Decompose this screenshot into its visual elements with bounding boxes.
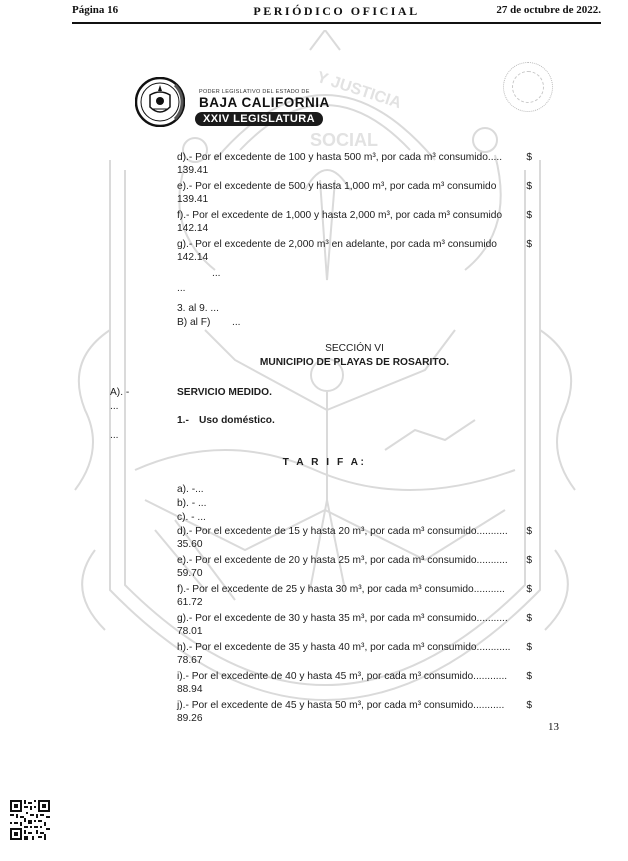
tariff-item bbox=[177, 238, 532, 264]
tariff-item-text: g).- Por el excedente de 30 y hasta 35 m³, por cada m³ consumido........... bbox=[177, 613, 508, 624]
header-rule bbox=[72, 22, 601, 24]
currency-symbol: $ bbox=[526, 210, 532, 221]
tariff-item bbox=[177, 554, 532, 580]
logo-subtitle: PODER LEGISLATIVO DEL ESTADO DE bbox=[199, 89, 310, 95]
currency-symbol: $ bbox=[526, 152, 532, 163]
tariff-item bbox=[177, 180, 532, 206]
range-3-9: 3. al 9. ... bbox=[177, 303, 219, 314]
tariff-value: 78.67 bbox=[177, 655, 203, 666]
currency-symbol: $ bbox=[526, 526, 532, 537]
tariff-item bbox=[177, 699, 532, 725]
publication-title: PERIÓDICO OFICIAL bbox=[253, 4, 420, 18]
service-heading: SERVICIO MEDIDO. bbox=[177, 387, 272, 398]
tariff-item-short: b). - ... bbox=[177, 498, 207, 509]
currency-symbol: $ bbox=[526, 700, 532, 711]
tariff-item-text: i).- Por el excedente de 40 y hasta 45 m³, por cada m³ consumido............ bbox=[177, 671, 508, 682]
tariff-value: 59.70 bbox=[177, 568, 203, 579]
official-seal-stamp bbox=[503, 62, 553, 112]
tariff-value: 139.41 bbox=[177, 194, 209, 205]
tariff-item bbox=[177, 583, 532, 609]
tariff-item-text: f).- Por el excedente de 1,000 y hasta 2,000 m³, por cada m³ consumido bbox=[177, 210, 503, 221]
tariff-item bbox=[177, 670, 532, 696]
logo-state-name: BAJA CALIFORNIA bbox=[199, 95, 330, 110]
tariff-item bbox=[177, 209, 532, 235]
tariff-item-short: c). - ... bbox=[177, 512, 206, 523]
tariff-value: 78.01 bbox=[177, 626, 203, 637]
tariff-item bbox=[177, 612, 532, 638]
use-number: 1.- bbox=[177, 415, 189, 426]
watermark-motto: Y JUSTICIA bbox=[314, 68, 404, 113]
tariff-value: 61.72 bbox=[177, 597, 203, 608]
tariff-item-text: d).- Por el excedente de 100 y hasta 500 m³, por cada m³ consumido..... bbox=[177, 152, 503, 163]
watermark-social: SOCIAL bbox=[310, 130, 379, 150]
tariff-item-text: j).- Por el excedente de 45 y hasta 50 m³, por cada m³ consumido........... bbox=[177, 700, 505, 711]
range-b-f: B) al F) bbox=[177, 317, 211, 328]
tariff-value: 139.41 bbox=[177, 165, 209, 176]
section-title: MUNICIPIO DE PLAYAS DE ROSARITO. bbox=[259, 357, 450, 368]
currency-symbol: $ bbox=[526, 671, 532, 682]
currency-symbol: $ bbox=[526, 613, 532, 624]
tariff-value: 88.94 bbox=[177, 684, 203, 695]
tariff-item-text: f).- Por el excedente de 25 y hasta 30 m³, por cada m³ consumido........... bbox=[177, 584, 505, 595]
page-number: 13 bbox=[548, 721, 559, 733]
tariff-item bbox=[177, 525, 532, 551]
tariff-item-text: h).- Por el excedente de 35 y hasta 40 m³, por cada m³ consumido............ bbox=[177, 642, 511, 653]
logo-legislature-badge: XXIV LEGISLATURA bbox=[195, 112, 323, 126]
running-header bbox=[72, 4, 601, 24]
currency-symbol: $ bbox=[526, 181, 532, 192]
range-b-f-ellipsis: ... bbox=[232, 317, 241, 328]
publication-date: 27 de octubre de 2022. bbox=[496, 4, 601, 16]
tariff-heading: T A R I F A: bbox=[282, 457, 367, 468]
legislature-logo bbox=[135, 77, 330, 129]
tariff-value: 142.14 bbox=[177, 252, 209, 263]
tariff-value: 89.26 bbox=[177, 713, 203, 724]
use-label: Uso doméstico. bbox=[199, 415, 275, 426]
margin-ellipsis: ... bbox=[110, 430, 119, 441]
margin-ellipsis: ... bbox=[110, 401, 119, 412]
tariff-item-text: d).- Por el excedente de 15 y hasta 20 m³, por cada m³ consumido........... bbox=[177, 526, 508, 537]
currency-symbol: $ bbox=[526, 642, 532, 653]
tariff-item-text: e).- Por el excedente de 500 y hasta 1,000 m³, por cada m³ consumido bbox=[177, 181, 497, 192]
tariff-value: 142.14 bbox=[177, 223, 209, 234]
tariff-item-text: e).- Por el excedente de 20 y hasta 25 m³, por cada m³ consumido........... bbox=[177, 555, 508, 566]
omitted-text-ellipsis: ... bbox=[177, 283, 186, 294]
currency-symbol: $ bbox=[526, 584, 532, 595]
margin-label-a: A). - bbox=[110, 387, 130, 398]
section-number: SECCIÓN VI bbox=[325, 343, 384, 354]
baja-california-emblem-icon bbox=[135, 77, 185, 127]
tariff-value: 35.60 bbox=[177, 539, 203, 550]
currency-symbol: $ bbox=[526, 239, 532, 250]
tariff-item bbox=[177, 641, 532, 667]
qr-code-icon[interactable] bbox=[10, 800, 50, 840]
page-label: Página 16 bbox=[72, 4, 119, 16]
currency-symbol: $ bbox=[526, 555, 532, 566]
tariff-item-text: g).- Por el excedente de 2,000 m³ en adelante, por cada m³ consumido bbox=[177, 239, 497, 250]
tariff-item-short: a). -... bbox=[177, 484, 204, 495]
omitted-text-ellipsis: ... bbox=[212, 268, 221, 279]
tariff-item bbox=[177, 151, 532, 177]
